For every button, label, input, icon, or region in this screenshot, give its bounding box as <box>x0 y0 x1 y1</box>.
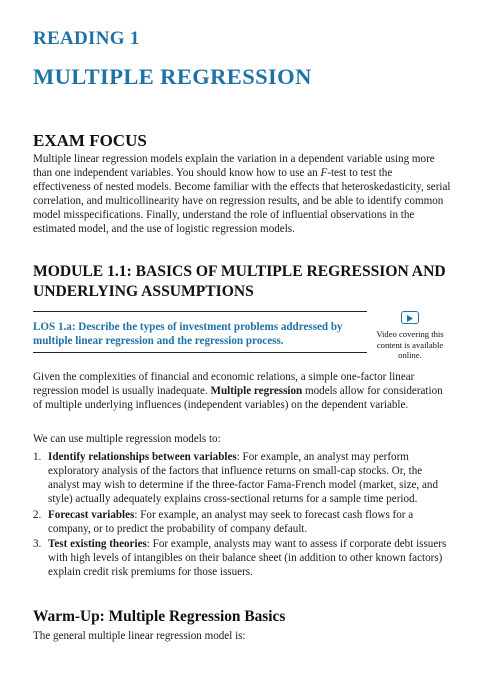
intro-text-part1: Given the complexities of financial and economic relations, a simple one-factor linear regression model is usually inadequate. <box>33 371 415 397</box>
list-item-text: : For example, analysts may want to assess if corporate debt issuers with high levels of intangibles on their balance sheet (in addition to other known factors) explain credit risk premiums for those issuers. <box>48 538 447 579</box>
list-item-term: Test existing theories <box>48 538 147 551</box>
video-play-button[interactable] <box>401 311 419 324</box>
video-note: Video covering this content is available online. <box>376 329 444 361</box>
list-item <box>33 538 451 580</box>
list-item-number: 3. <box>33 538 42 551</box>
module-heading: MODULE 1.1: BASICS OF MULTIPLE REGRESSION AND UNDERLYING ASSUMPTIONS <box>33 263 446 300</box>
list-item <box>33 451 451 507</box>
warmup-heading: Warm-Up: Multiple Regression Basics <box>33 608 286 625</box>
exam-focus-paragraph <box>33 153 451 236</box>
exam-focus-text-part2: -test to test the effectiveness of nested models. Become familiar with the effects that heteroskedasticity, serial correlation, and multicollinearity have on regression results, and be able to identify common model misspecifications. Finally, understand the role of influential observations in the estimated model, and the use of logistic regression models. <box>33 166 451 235</box>
reading-number: READING 1 <box>33 28 140 49</box>
uses-lead-in: We can use multiple regression models to: <box>33 433 221 445</box>
intro-text-part2: models allow for consideration of multiple underlying influences (independent variables) on the dependent variable. <box>33 384 443 411</box>
intro-bold-term: Multiple regression <box>210 384 303 397</box>
los-statement: LOS 1.a: Describe the types of investment problems addressed by multiple linear regression and the regression process. <box>33 321 343 347</box>
warmup-paragraph: The general multiple linear regression model is: <box>33 630 246 642</box>
los-top-rule <box>33 311 367 312</box>
list-item <box>33 509 451 537</box>
list-item-text: : For example, an analyst may perform exploratory analysis of the factors that influence returns on small-cap stocks. Or, the analyst may wish to determine if the three-factor Fama-French model (market, size, and style) actually adequately explains cross-sectional returns for a sample time period. <box>48 451 438 505</box>
exam-focus-heading: EXAM FOCUS <box>33 131 147 150</box>
list-item-term: Forecast variables <box>48 508 135 521</box>
intro-paragraph <box>33 371 451 413</box>
list-item-number: 2. <box>33 508 42 521</box>
list-item-term: Identify relationships between variables <box>48 451 237 463</box>
play-icon <box>407 315 413 322</box>
los-bottom-rule <box>33 352 367 353</box>
list-item-text: : For example, an analyst may seek to forecast cash flows for a company, or to predict the probability of company default. <box>48 508 414 535</box>
uses-list <box>33 451 451 582</box>
exam-focus-f-italic: F <box>320 166 328 179</box>
exam-focus-text-part1: Multiple linear regression models explain the variation in a dependent variable using more than one independent variables. You should know how to use an <box>33 153 435 179</box>
reading-title: MULTIPLE REGRESSION <box>33 64 312 89</box>
list-item-number: 1. <box>33 451 42 463</box>
